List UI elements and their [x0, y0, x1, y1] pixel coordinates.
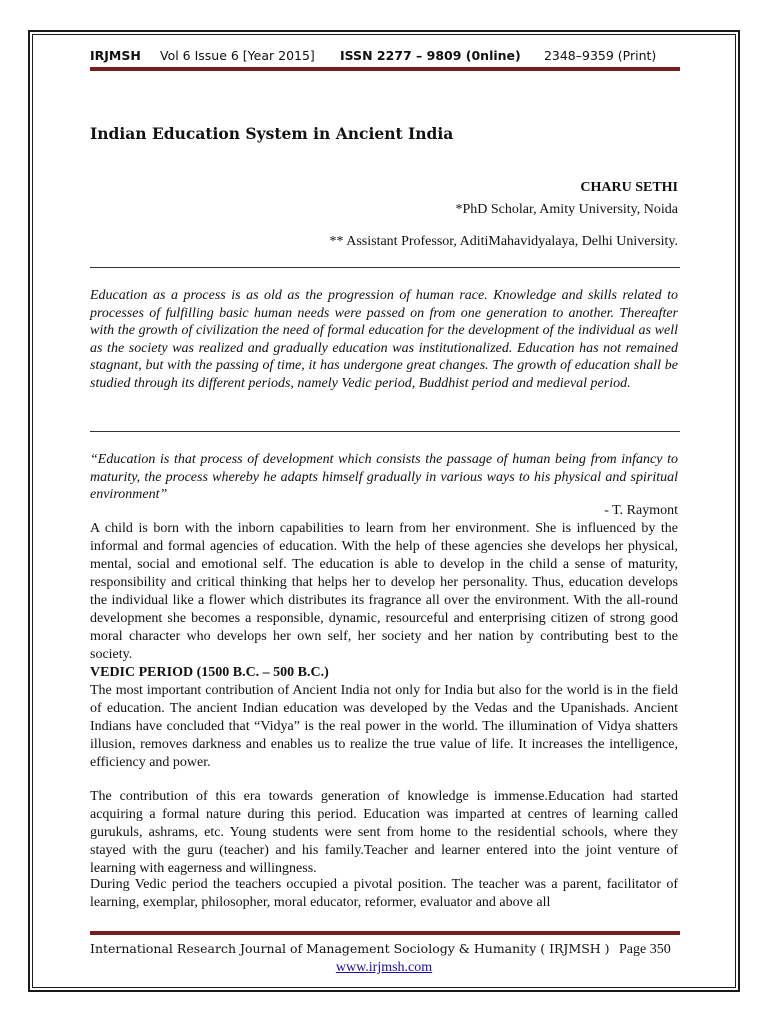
- header-rule: [90, 67, 680, 71]
- paper-title: Indian Education System in Ancient India: [90, 124, 454, 143]
- header-issn-print: 2348–9359 (Print): [543, 48, 657, 63]
- page-number: Page 350: [618, 942, 671, 957]
- footer-link[interactable]: www.irjmsh.com: [335, 960, 433, 975]
- quote-attribution: - T. Raymont: [604, 503, 678, 518]
- running-footer: [90, 941, 680, 958]
- author-name: CHARU SETHI: [580, 180, 678, 195]
- abstract-top-rule: [90, 267, 680, 268]
- abstract: Education as a process is as old as the progression of human race. Knowledge and skills related to processes of fulfilling basic human needs were passed on from one generation to another. Thereafter with the growth of civilization the need of formal education for the development of the individual as well as the society was realized and gradually education was institutionalized. Education has not remained stagnant, but with the passing of time, it has undergone great changes. The growth of education shall be studied through its different periods, namely Vedic period, Buddhist period and medieval period.: [90, 288, 678, 391]
- footer-journal: International Research Journal of Management Sociology & Humanity ( IRJMSH ): [90, 941, 610, 956]
- footer-rule: [90, 931, 680, 935]
- header-issn-online: ISSN 2277 – 9809 (0nline): [339, 48, 521, 63]
- epigraph-quote: “Education is that process of development which consists the passage of human being from infancy to maturity, the process whereby he adapts himself gradually in various ways to his physical and spiritual environment”: [90, 452, 678, 502]
- section-heading-vedic: VEDIC PERIOD (1500 B.C. – 500 B.C.): [90, 665, 329, 680]
- body-paragraph-1: A child is born with the inborn capabilities to learn from her environment. She is influenced by the informal and formal agencies of education. With the help of these agencies she develops her physical, mental, social and emotional self. The education is able to develop in the child a sense of maturity, responsibility and critical thinking that helps her to develop her personality. Thus, education develops the individual like a flower which distributes its fragrance all over the environment. With the all-round development she becomes a responsible, dynamic, resourceful and enterprising citizen of strong good moral character who develops her own self, her society and her nation by contributing best to the society.: [90, 521, 678, 662]
- abstract-bottom-rule: [90, 431, 680, 432]
- body-paragraph-2: The most important contribution of Ancient India not only for India but also for the world is in the field of education. The ancient Indian education was developed by the Vedas and the Upanishads. Ancient Indians have concluded that “Vidya” is the real power in the world. The illumination of Vidya shatters illusion, removes darkness and enables us to realize the true value of life. It increases the intelligence, efficiency and power.: [90, 683, 678, 770]
- header-volume: Vol 6 Issue 6 [Year 2015]: [159, 48, 315, 63]
- body-paragraph-3: The contribution of this era towards generation of knowledge is immense.Education had started acquiring a formal nature during this period. Education was imparted at centres of learning called gurukuls, ashrams, etc. Young students were sent from home to the residential schools, where they stayed with the guru (teacher) and his family.Teacher and learner entered into the joint venture of learning with eagerness and willingness.: [90, 789, 678, 876]
- header-journal: IRJMSH: [90, 48, 141, 63]
- body-paragraph-4: During Vedic period the teachers occupied a pivotal position. The teacher was a parent, facilitator of learning, exemplar, philosopher, moral educator, reformer, evaluator and above all: [90, 877, 678, 910]
- running-header: [90, 48, 680, 63]
- author-affiliation-1: *PhD Scholar, Amity University, Noida: [455, 202, 678, 217]
- author-affiliation-2: ** Assistant Professor, AditiMahavidyalaya, Delhi University.: [329, 234, 678, 249]
